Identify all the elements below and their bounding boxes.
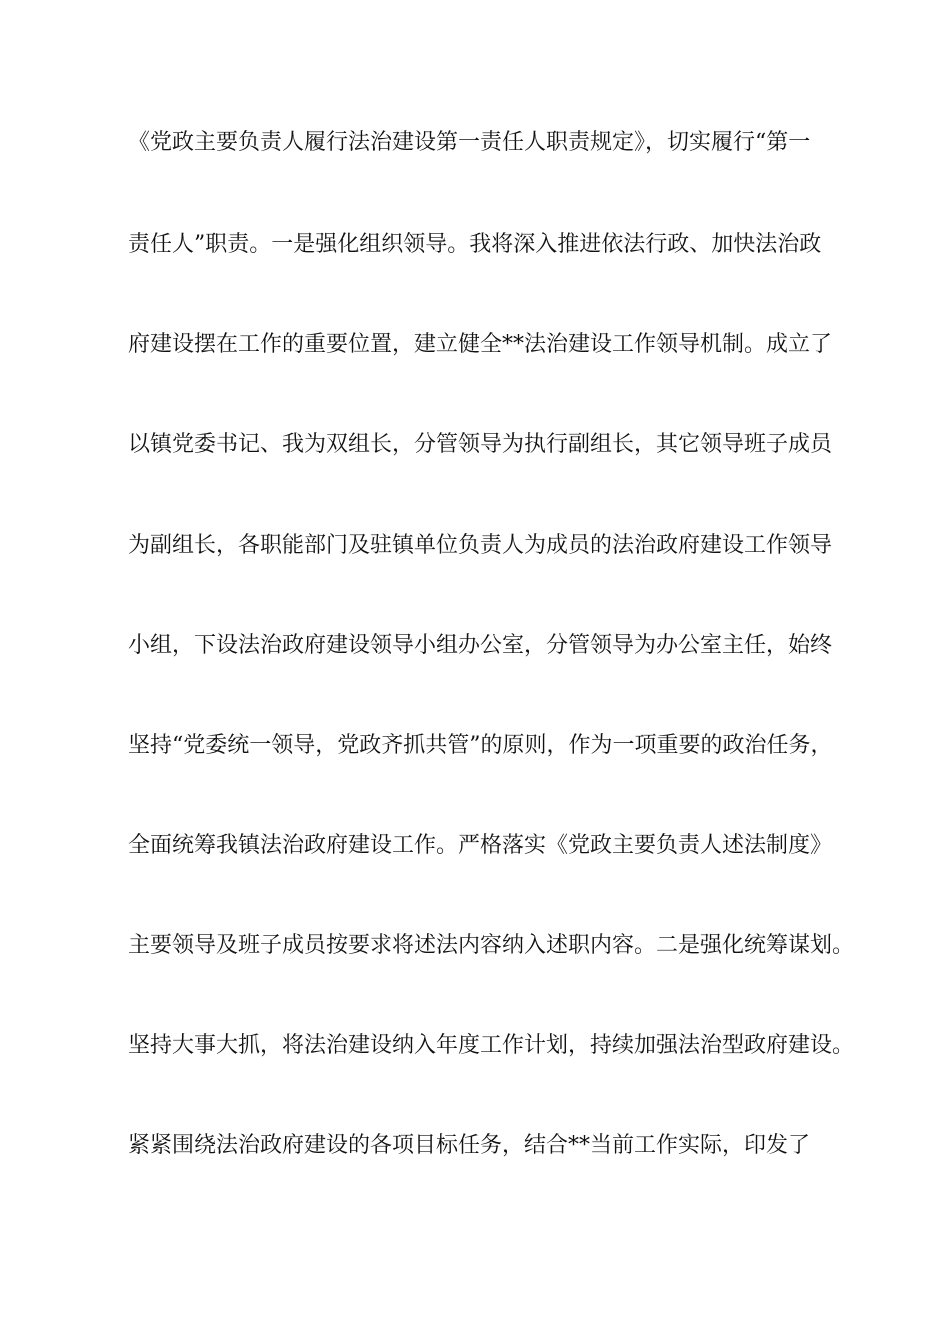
body-text-line: 为副组长，各职能部门及驻镇单位负责人为成员的法治政府建设工作领导 bbox=[128, 533, 833, 558]
body-text-line: 《党政主要负责人履行法治建设第一责任人职责规定》，切实履行“第一 bbox=[128, 130, 811, 155]
body-text-line: 全面统筹我镇法治政府建设工作。严格落实《党政主要负责人述法制度》 bbox=[128, 833, 833, 858]
body-text-line: 以镇党委书记、我为双组长，分管领导为执行副组长，其它领导班子成员 bbox=[128, 432, 833, 457]
body-text-line: 小组，下设法治政府建设领导小组办公室，分管领导为办公室主任，始终 bbox=[128, 633, 833, 658]
body-text-line: 府建设摆在工作的重要位置，建立健全**法治建设工作领导机制。成立了 bbox=[128, 332, 833, 357]
body-text-line: 主要领导及班子成员按要求将述法内容纳入述职内容。二是强化统筹谋划。 bbox=[128, 933, 855, 958]
body-text-line: 坚持大事大抓，将法治建设纳入年度工作计划，持续加强法治型政府建设。 bbox=[128, 1033, 855, 1058]
body-text-line: 坚持“党委统一领导，党政齐抓共管”的原则，作为一项重要的政治任务， bbox=[128, 733, 833, 758]
body-text-line: 紧紧围绕法治政府建设的各项目标任务，结合**当前工作实际，印发了 bbox=[128, 1133, 811, 1158]
body-text-line: 责任人”职责。一是强化组织领导。我将深入推进依法行政、加快法治政 bbox=[128, 232, 822, 257]
